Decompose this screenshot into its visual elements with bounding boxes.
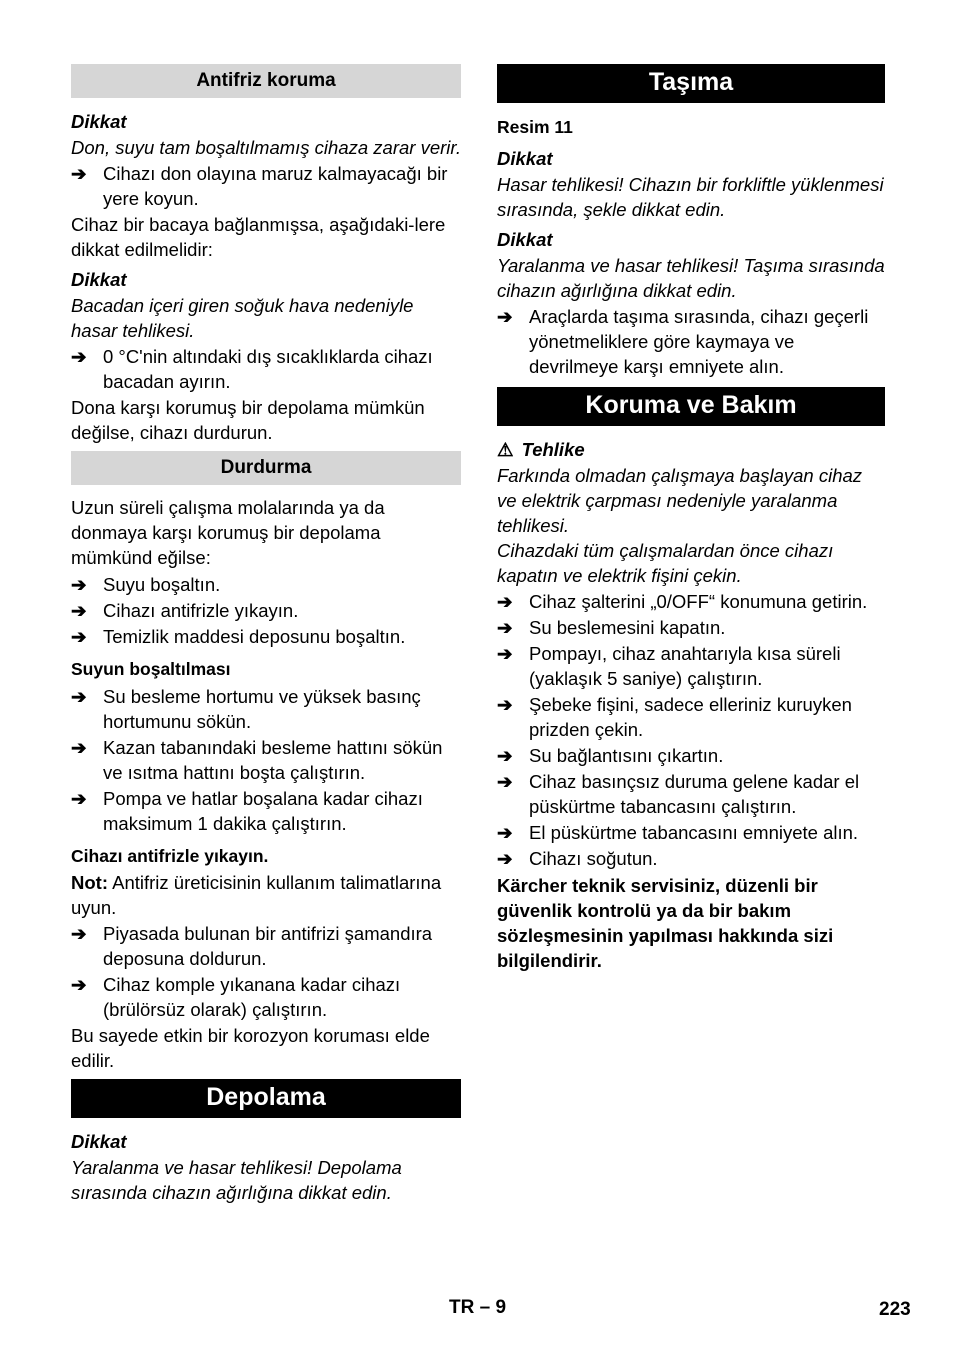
list-item: ➔ Cihaz şalterini „0/OFF“ konumuna getirin. (497, 591, 868, 612)
danger-text: Cihazdaki tüm çalışmalardan önce cihazı kapatın ve elektrik fişini çekin. (497, 540, 834, 586)
caution-label: Dikkat (71, 1131, 127, 1152)
arrow-right-icon: ➔ (71, 923, 87, 944)
tasima-section (497, 113, 885, 379)
arrow-right-icon: ➔ (497, 822, 513, 843)
depolama-section (71, 1128, 461, 1205)
caution-text: Bacadan içeri giren soğuk hava nedeniyle hasar tehlikesi. (71, 295, 414, 341)
arrow-right-icon: ➔ (497, 306, 513, 327)
danger-text: Farkında olmadan çalışmaya başlayan cihaz ve elektrik çarpması nedeniyle yaralanma tehlikesi. (497, 465, 863, 536)
note (71, 870, 461, 920)
section-heading-tasima: Taşıma (497, 64, 885, 103)
list-item: ➔ Su beslemesini kapatın. (497, 617, 726, 638)
caution-text: Hasar tehlikesi! Cihazın bir forkliftle yüklenmesi sırasında, şekle dikkat edin. (497, 174, 884, 220)
caution-label: Dikkat (71, 111, 127, 132)
arrow-right-icon: ➔ (71, 686, 87, 707)
list-item: ➔ Piyasada bulunan bir antifrizi şamandıra deposuna doldurun. (71, 923, 433, 969)
list-item: ➔ Pompayı, cihaz anahtarıyla kısa süreli (yaklaşık 5 saniye) çalıştırın. (497, 643, 841, 689)
arrow-right-icon: ➔ (497, 617, 513, 638)
list-item: ➔ Kazan tabanındaki besleme hattını sökün ve ısıtma hattını boşta çalıştırın. (71, 737, 443, 783)
arrow-right-icon: ➔ (71, 163, 87, 184)
footer-language (449, 1297, 506, 1319)
arrow-right-icon: ➔ (497, 643, 513, 664)
list-item: ➔ Cihazı don olayına maruz kalmayacağı bir yere koyun. (71, 163, 448, 209)
section-heading-antifriz: Antifriz koruma (71, 64, 461, 98)
list-item: ➔ Temizlik maddesi deposunu boşaltın. (71, 626, 406, 647)
list-item: ➔ Su besleme hortumu ve yüksek basınç hortumunu sökün. (71, 686, 421, 732)
paragraph: Uzun süreli çalışma molalarında ya da donmaya karşı korumuş bir depolama mümkünd eğilse: (71, 497, 385, 568)
arrow-right-icon: ➔ (497, 591, 513, 612)
subheading: Suyun boşaltılması (71, 659, 231, 679)
list-item: ➔ Şebeke fişini, sadece elleriniz kuruyken prizden çekin. (497, 694, 852, 740)
danger-label: Tehlike (521, 439, 585, 460)
arrow-right-icon: ➔ (497, 771, 513, 792)
caution-text: Yaralanma ve hasar tehlikesi! Depolama sırasında cihazın ağırlığına dikkat edin. (71, 1157, 402, 1203)
note-label: Not: (71, 872, 108, 893)
section-heading-depolama: Depolama (71, 1079, 461, 1118)
koruma-section (497, 436, 885, 973)
arrow-right-icon: ➔ (497, 745, 513, 766)
arrow-right-icon: ➔ (71, 346, 87, 367)
page-number: 223 (879, 1299, 911, 1320)
figure-reference: Resim 11 (497, 117, 573, 137)
arrow-right-icon: ➔ (71, 574, 87, 595)
list-item: ➔ 0 °C'nin altındaki dış sıcaklıklarda cihazı bacadan ayırın. (71, 346, 433, 392)
arrow-right-icon: ➔ (71, 626, 87, 647)
paragraph: Dona karşı korumuş bir depolama mümkün değilse, cihazı durdurun. (71, 397, 425, 443)
section-page: – 9 (479, 1297, 507, 1318)
section-heading-durdurma: Durdurma (71, 451, 461, 485)
arrow-right-icon: ➔ (497, 848, 513, 869)
list-item: ➔ Cihaz basınçsız duruma gelene kadar el püskürtme tabancasını çalıştırın. (497, 771, 860, 817)
list-item: ➔ Pompa ve hatlar boşalana kadar cihazı maksimum 1 dakika çalıştırın. (71, 788, 423, 834)
caution-label: Dikkat (497, 148, 553, 169)
right-column (497, 64, 885, 973)
caution-label: Dikkat (497, 229, 553, 250)
language-code: TR (449, 1297, 475, 1318)
section-heading-koruma: Koruma ve Bakım (497, 387, 885, 426)
subheading: Cihazı antifrizle yıkayın. (71, 846, 269, 866)
closing-note: Kärcher teknik servisiniz, düzenli bir güvenlik kontrolü ya da bir bakım sözleşmesinin yapılması hakkında sizi bilgilendirir. (497, 875, 834, 971)
warning-triangle-icon: ⚠ (497, 439, 514, 460)
paragraph: Bu sayede etkin bir korozyon koruması elde edilir. (71, 1025, 430, 1071)
durdurma-section (71, 495, 461, 1073)
list-item: ➔ El püskürtme tabancasını emniyete alın. (497, 822, 859, 843)
arrow-right-icon: ➔ (71, 600, 87, 621)
arrow-right-icon: ➔ (71, 974, 87, 995)
caution-text: Yaralanma ve hasar tehlikesi! Taşıma sırasında cihazın ağırlığına dikkat edin. (497, 255, 885, 301)
paragraph: Cihaz bir bacaya bağlanmışsa, aşağıdaki-lere dikkat edilmelidir: (71, 214, 446, 260)
arrow-right-icon: ➔ (71, 737, 87, 758)
arrow-right-icon: ➔ (71, 788, 87, 809)
caution-text: Don, suyu tam boşaltılmamış cihaza zarar verir. (71, 137, 461, 158)
list-item: ➔ Cihaz komple yıkanana kadar cihazı (brülörsüz olarak) çalıştırın. (71, 974, 401, 1020)
list-item: ➔ Suyu boşaltın. (71, 574, 221, 595)
danger-label-row (497, 436, 885, 463)
list-item: ➔ Cihazı soğutun. (497, 848, 658, 869)
list-item: ➔ Araçlarda taşıma sırasında, cihazı geçerli yönetmeliklere göre kaymaya ve devrilmeye karşı emniyete alın. (497, 306, 869, 377)
arrow-right-icon: ➔ (497, 694, 513, 715)
left-column (71, 64, 461, 1205)
antifriz-section (71, 108, 461, 445)
note-text: Antifriz üreticisinin kullanım talimatlarına uyun. (71, 872, 442, 918)
list-item: ➔ Su bağlantısını çıkartın. (497, 745, 724, 766)
caution-label: Dikkat (71, 269, 127, 290)
list-item: ➔ Cihazı antifrizle yıkayın. (71, 600, 299, 621)
